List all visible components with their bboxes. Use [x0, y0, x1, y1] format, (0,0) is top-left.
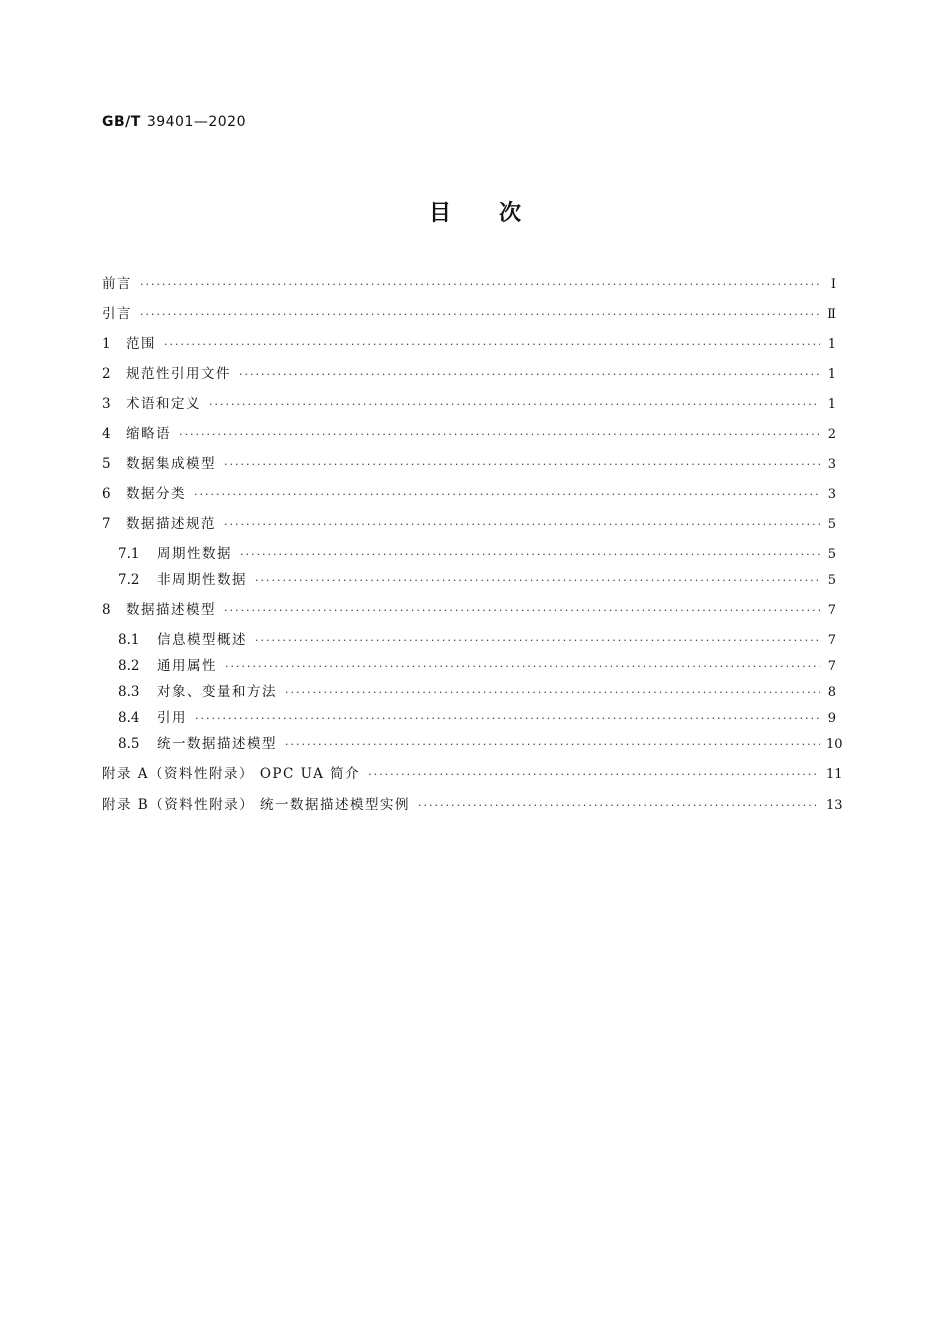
toc-page-number: 3 — [827, 457, 836, 472]
toc-entry-label: 数据描述模型 — [126, 602, 216, 618]
toc-section-number: 2 — [102, 366, 111, 382]
toc-dot-leader — [239, 365, 820, 385]
toc-entry-label: 引用 — [157, 710, 187, 726]
toc-page-number: 2 — [827, 427, 836, 442]
toc-page-number: Ⅰ — [830, 277, 836, 292]
toc-page-number: 11 — [826, 767, 843, 782]
toc-entry[interactable] — [102, 570, 836, 591]
toc-entry[interactable] — [102, 364, 836, 385]
toc-page-number: 5 — [827, 547, 836, 562]
toc-entry-label: 数据分类 — [126, 486, 186, 502]
toc-dot-leader — [224, 515, 820, 535]
toc-entry-label: 范围 — [126, 336, 156, 352]
toc-section-number: 8.5 — [118, 736, 140, 752]
toc-dot-leader — [255, 571, 820, 591]
toc-page-number: 9 — [827, 711, 836, 726]
toc-entry[interactable] — [102, 795, 843, 816]
toc-entry-label: 术语和定义 — [126, 396, 201, 412]
toc-dot-leader — [224, 455, 820, 475]
toc-entry-label: 附录 A（资料性附录） OPC UA 简介 — [102, 766, 361, 782]
toc-entry[interactable] — [102, 734, 843, 755]
toc-dot-leader — [240, 545, 820, 565]
toc-dot-leader — [164, 335, 820, 355]
toc-entry-label: 规范性引用文件 — [126, 366, 231, 382]
toc-page-number: 5 — [827, 517, 836, 532]
toc-dot-leader — [140, 305, 820, 325]
toc-entry-label: 对象、变量和方法 — [157, 684, 277, 700]
toc-entry-label: 数据集成模型 — [126, 456, 216, 472]
toc-section-number: 1 — [102, 336, 111, 352]
toc-page-number: 7 — [827, 603, 836, 618]
toc-section-number: 7.2 — [118, 572, 140, 588]
toc-entry[interactable] — [102, 600, 836, 621]
toc-page-number: 3 — [827, 487, 836, 502]
toc-section-number: 7.1 — [118, 546, 140, 562]
toc-section-number: 8.3 — [118, 684, 140, 700]
toc-entry[interactable] — [102, 484, 836, 505]
toc-page-number: 7 — [827, 633, 836, 648]
toc-entry-label: 信息模型概述 — [157, 632, 247, 648]
toc-entry[interactable] — [102, 304, 836, 325]
toc-dot-leader — [179, 425, 820, 445]
toc-page-number: 10 — [826, 737, 843, 752]
toc-page-number: 1 — [827, 337, 836, 352]
toc-dot-leader — [140, 275, 820, 295]
toc-section-number: 6 — [102, 486, 111, 502]
toc-dot-leader — [285, 683, 820, 703]
toc-section-number: 8 — [102, 602, 111, 618]
toc-entry[interactable] — [102, 656, 836, 677]
toc-entry-label: 附录 B（资料性附录） 统一数据描述模型实例 — [102, 797, 411, 813]
toc-page-number: 7 — [827, 659, 836, 674]
toc-dot-leader — [255, 631, 820, 651]
toc-page-number: Ⅱ — [827, 307, 836, 322]
toc-dot-leader — [285, 735, 820, 755]
toc-page-number: 13 — [826, 798, 843, 813]
toc-entry-label: 数据描述规范 — [126, 516, 216, 532]
toc-entry-label: 引言 — [102, 306, 132, 322]
toc-entry[interactable] — [102, 630, 836, 651]
toc-entry[interactable] — [102, 764, 843, 785]
toc-section-number: 7 — [102, 516, 111, 532]
toc-dot-leader — [225, 657, 820, 677]
toc-dot-leader — [209, 395, 820, 415]
toc-page-number: 5 — [827, 573, 836, 588]
toc-entry[interactable] — [102, 394, 836, 415]
toc-section-number: 5 — [102, 456, 111, 472]
toc-section-number: 8.2 — [118, 658, 140, 674]
standard-code — [102, 114, 246, 130]
toc-entry[interactable] — [102, 514, 836, 535]
toc-entry-label: 前言 — [102, 276, 132, 292]
table-of-contents — [102, 274, 843, 816]
toc-entry-label: 通用属性 — [157, 658, 217, 674]
toc-entry-label: 缩略语 — [126, 426, 171, 442]
toc-dot-leader — [194, 485, 820, 505]
toc-dot-leader — [418, 796, 820, 816]
toc-page-number: 8 — [827, 685, 836, 700]
toc-section-number: 8.4 — [118, 710, 140, 726]
toc-entry-label: 周期性数据 — [157, 546, 232, 562]
toc-entry[interactable] — [102, 544, 836, 565]
toc-entry[interactable] — [102, 454, 836, 475]
standard-prefix: GB/T — [102, 114, 141, 130]
toc-section-number: 3 — [102, 396, 111, 412]
toc-page-number: 1 — [827, 367, 836, 382]
standard-number: 39401—2020 — [146, 114, 246, 130]
toc-page-number: 1 — [827, 397, 836, 412]
toc-dot-leader — [224, 601, 820, 621]
toc-dot-leader — [195, 709, 820, 729]
toc-entry[interactable] — [102, 334, 836, 355]
toc-entry[interactable] — [102, 682, 836, 703]
toc-section-number: 4 — [102, 426, 111, 442]
toc-section-number: 8.1 — [118, 632, 140, 648]
toc-dot-leader — [368, 765, 820, 785]
toc-entry[interactable] — [102, 708, 836, 729]
page-title: 目次 — [428, 201, 569, 226]
toc-entry[interactable] — [102, 274, 836, 295]
toc-entry-label: 非周期性数据 — [157, 572, 247, 588]
toc-entry-label: 统一数据描述模型 — [157, 736, 277, 752]
toc-entry[interactable] — [102, 424, 836, 445]
